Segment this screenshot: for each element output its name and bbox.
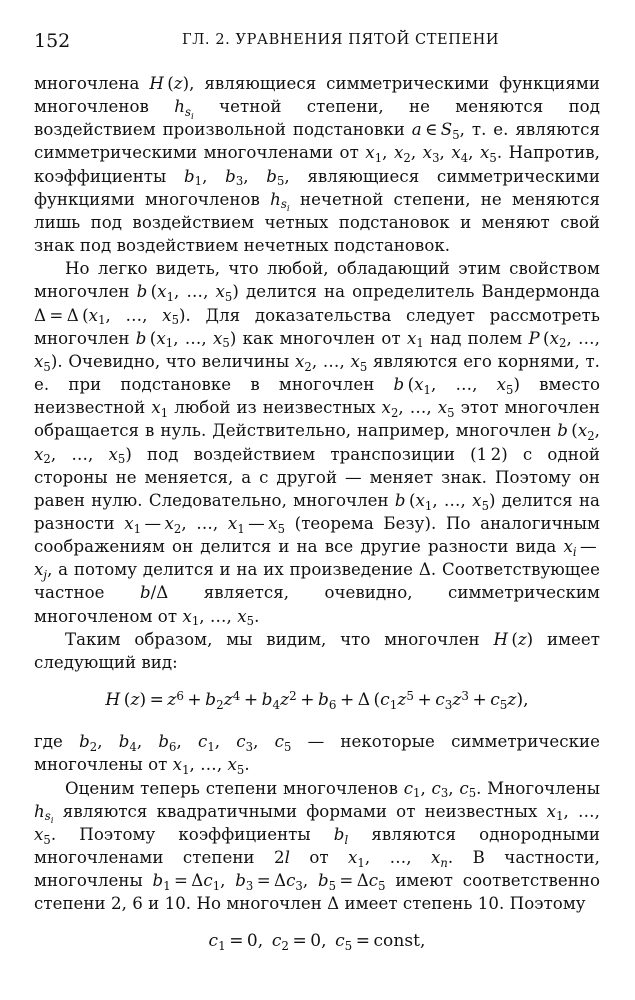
text-body [34, 72, 600, 972]
paragraph: Таким образом, мы видим, что многочлен H (z) имеет следующий вид: [34, 629, 601, 672]
paragraph: Но легко видеть, что любой, обладающий этим свойством многочлен b ($x_1$, …, $x_5$) делится на определитель Вандермонда Δ = Δ ($x_1$, …, $x_5$). Для доказательства следует рассмотреть многочлен b ($x_1$, …, $x_5$) как многочлен от $x_1$ над полем P ($x_2$, …, $x_5$). Очевидно, что величины $x_2$, …, $x_5$ являются его корнями, т. е. при подстановке в многочлен b ($x_1$, …, $x_5$) вместо неизвестной $x_1$ любой из неизвестных $x_2$, …, $x_5$ этот многочлен обращается в нуль. Действительно, например, многочлен b ($x_2$, $x_2$, …, $x_5$) под воздействием транспозиции (1 2) с одной стороны не меняется, а с другой — меняет знак. Поэтому он равен нулю. Следовательно, многочлен b ($x_1$, …, $x_5$) делится на разности $x_1$ — $x_2$, …, $x_1$ — $x_5$ (теорема Безу). По аналогичным соображениям он делится и на все другие разности вида $x_i$ — $x_j$, а потому делится и на их произведение Δ. Соответствующее частное b/Δ является, очевидно, симметрическим многочленом от $x_1$, …, $x_5$. [34, 259, 601, 629]
display-formula-final: $c_1 = 0$, $c_2 = 0$, $c_5$ = const, [208, 931, 426, 954]
page-number: 152 [34, 30, 71, 52]
chapter-title: ГЛ. 2. УРАВНЕНИЯ ПЯТОЙ СТЕПЕНИ [182, 32, 500, 48]
running-head [34, 30, 600, 56]
display-formula-main: H $(z) = z^6 + b_2z^4 + b_4z^2 + b_6 + \Delta$ $(c_1z^5 + c_3z^3 + c_5z)$, [105, 688, 529, 712]
paragraph: где $b_2$, $b_4$, $b_6$, $c_1$, $c_3$, $c_5$ — некоторые симметрические многочлены от $x_1$, …, $x_5$. [34, 732, 600, 778]
paragraph: многочлена H (z), являющиеся симметрическими функциями многочленов $h_{s_i}$ четной степени, не меняются под воздействием произвольной подстановки a ∈ $S_5$, т. е. являются симметрическими многочленами от $x_1$, $x_2$, $x_3$, $x_4$, $x_5$. Напротив, коэффициенты $b_1$, $b_3$, $b_5$, являющиеся симметрическими функциями многочленов $h_{s_i}$ нечетной степени, не меняются лишь под воздействием четных подстановок и меняют свой знак под воздействием нечетных подстановок. [34, 74, 600, 256]
paragraph: Оценим теперь степени многочленов $c_1$, $c_3$, $c_5$. Многочлены $h_{s_i}$ являются квадратичными формами от неизвестных $x_1$, …, $x_5$. Поэтому коэффициенты $b_l$ являются однородными многочленами степени 2l от $x_1$, …, $x_n$. В частности, многочлены $b_1 = \Delta c_1$, $b_3 = \Delta c_3$, $b_5 = \Delta c_5$ имеют соответственно степени 2, 6 и 10. Но многочлен Δ имеет степень 10. Поэтому [34, 778, 600, 914]
